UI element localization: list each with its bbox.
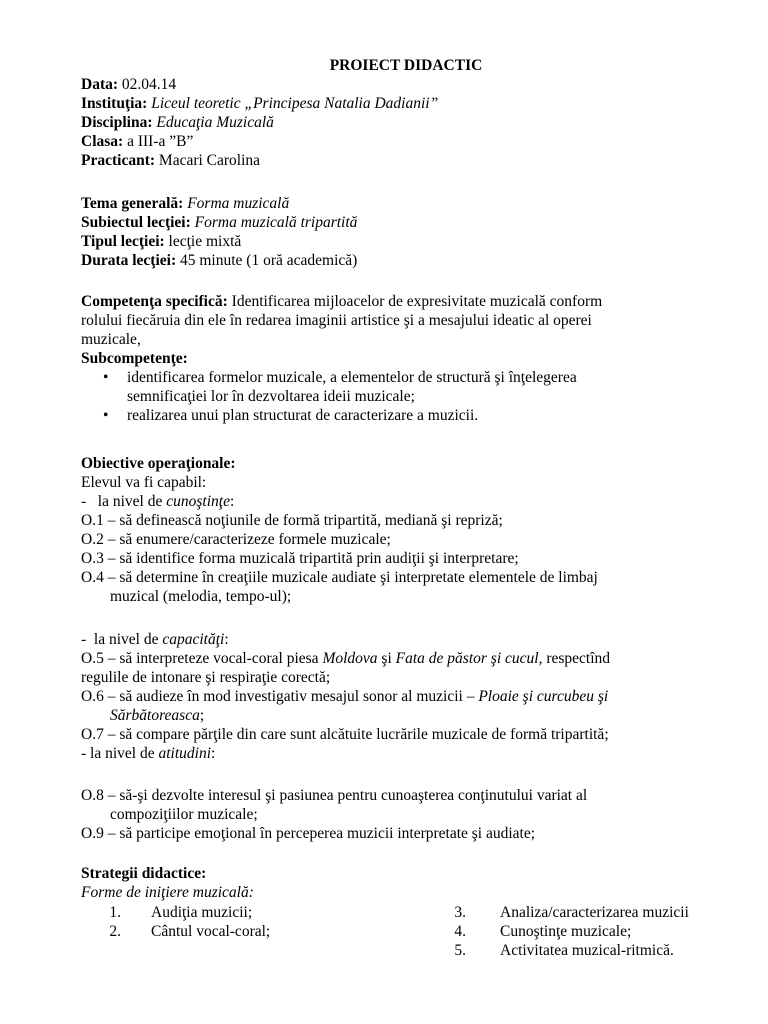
- institution-line: Instituţia: Liceul teoretic „Principesa Natalia Dadianii”: [81, 95, 439, 112]
- subcompetence-item-1: • identificarea formelor muzicale, a elementelor de structură şi înţelegerea: [103, 369, 577, 386]
- competence-line-3: muzicale,: [81, 331, 141, 348]
- header-section: [81, 75, 721, 170]
- subcompetences-heading: Subcompetenţe:: [81, 350, 188, 367]
- attitudes-level-line: - la nivel de atitudini:: [81, 745, 216, 762]
- objective-o4: O.4 – să determine în creaţiile muzicale audiate şi interpretate elementele de limbaj: [81, 569, 598, 586]
- objective-o5: O.5 – să interpreteze vocal-coral piesa Moldova şi Fata de păstor şi cucul, respectînd: [81, 650, 611, 667]
- competence-line-2: rolului fiecăruia din ele în redarea imaginii artistice şi a mesajului ideatic al operei: [81, 312, 592, 329]
- subcompetence-item-2: • realizarea unui plan structurat de caracterizare a muzicii.: [103, 407, 479, 424]
- date-line: Data: 02.04.14: [81, 76, 177, 93]
- document-page: PROIECT DIDACTIC Data: 02.04.14 Instituţia: Liceul teoretic „Principesa Natalia Dadianii” Disciplina: Educaţia Muzicală Clasa: a III-a ”B” Practicant: Macari Carolina Tema generală: Forma muzicală Subiectul lecţiei: Forma muzicală tripartită Tipul lecţiei: lecţie mixtă Durata lecţiei: 45 minute (1 oră academică) Competenţa specifică: Identificarea mijloacelor de expresivitate muzicală conform rolului fiecăruia din ele în redarea imaginii artistice şi a mesajului ideatic al operei muzicale, Subcompetenţe: • identificarea formelor muzicale, a elementelor de structură şi înţelegerea semnificaţiei lor în dezvoltarea ideii muzicale; • realizarea unui plan structurat de caracterizare a muzicii. Obiective operaţionale: Elevul va fi capabil: - la nivel de cunoştinţe: O.1 – să definească noţiunile de formă tripartită, mediană şi repriză; O.2 – să enumere/caracterizeze formele muzicale; O.3 – să identifice forma muzicală tripartită prin audiţii şi interpretare; O.4 – să determine în creaţiile muzicale audiate şi interpretate elementele de limbaj muzical (melodia, tempo-ul); - la nivel de capacităţi: O.5 – să interpreteze vocal-coral piesa Moldova şi Fata de păstor şi cucul, respectînd regulile de intonare şi respiraţie corectă; O.6 – să audieze în mod investigativ mesajul sonor al muzicii – Ploaie şi curcubeu şi Sărbătoreasca; O.7 – să compare părţile din care sunt alcătuite lucrările muzicale de formă tripartită; - la nivel de atitudini: O.8 – să-şi dezvolte interesul şi pasiunea pentru cunoaşterea conţinutului variat al compoziţiilor muzicale; O.9 – să participe emoţional în perceperea muzicii interpretate şi audiate; Strategii didactice: Forme de iniţiere muzicală: 1. Audiţia muzicii; 2. Cântul vocal-coral; 3. Analiza/caracterizarea muzicii 4. Cunoştinţe muzicale; 5. Activitatea muzical-ritmică.: [0, 0, 768, 1024]
- objective-o6: O.6 – să audieze în mod investigativ mesajul sonor al muzicii – Ploaie şi curcubeu şi: [81, 688, 609, 705]
- general-theme-line: Tema generală: Forma muzicală: [81, 195, 290, 212]
- objective-o6-cont: Sărbătoreasca;: [110, 707, 205, 724]
- capacities-level-line: - la nivel de capacităţi:: [81, 631, 229, 648]
- attitudes-section: [81, 786, 721, 843]
- initiation-forms-label: Forme de iniţiere muzicală:: [81, 884, 254, 901]
- lesson-type-line: Tipul lecţiei: lecţie mixtă: [81, 233, 242, 250]
- lesson-subject-line: Subiectul lecţiei: Forma muzicală tripartită: [81, 214, 358, 231]
- objective-o5-cont: regulile de intonare şi respiraţie corectă;: [81, 669, 331, 686]
- lesson-duration-line: Durata lecţiei: 45 minute (1 oră academică): [81, 252, 358, 269]
- bullet-icon: •: [103, 407, 109, 424]
- objective-o8-cont: compoziţiilor muzicale;: [110, 806, 258, 823]
- knowledge-level-line: - la nivel de cunoştinţe:: [81, 493, 235, 510]
- objective-o1: O.1 – să definească noţiunile de formă tripartită, mediană şi repriză;: [81, 512, 503, 529]
- document-title: PROIECT DIDACTIC: [329, 57, 483, 74]
- objectives-section: [81, 454, 721, 606]
- objective-o2: O.2 – să enumere/caracterizeze formele muzicale;: [81, 531, 391, 548]
- discipline-line: Disciplina: Educaţia Muzicală: [81, 114, 274, 131]
- competence-section: [81, 292, 721, 425]
- competence-line-1: Competenţa specifică: Identificarea mijloacelor de expresivitate muzicală conform: [81, 293, 603, 310]
- practitioner-line: Practicant: Macari Carolina: [81, 152, 261, 169]
- class-line: Clasa: a III-a ”B”: [81, 133, 194, 150]
- objective-o4-cont: muzical (melodia, tempo-ul);: [110, 588, 292, 605]
- bullet-icon: •: [103, 369, 109, 386]
- subcompetence-item-1-cont: semnificaţiei lor în dezvoltarea ideii muzicale;: [127, 388, 415, 405]
- objectives-heading: Obiective operaţionale:: [81, 455, 236, 472]
- strategies-section: [81, 864, 721, 902]
- objective-o3: O.3 – să identifice forma muzicală tripartită prin audiţii şi interpretare;: [81, 550, 519, 567]
- objective-o7: O.7 – să compare părţile din care sunt alcătuite lucrările muzicale de formă tripartită;: [81, 726, 609, 743]
- lesson-section: [81, 194, 721, 270]
- strategies-heading: Strategii didactice:: [81, 865, 207, 882]
- objectives-intro: Elevul va fi capabil:: [81, 474, 207, 491]
- objective-o9: O.9 – să participe emoţional în perceperea muzicii interpretate şi audiate;: [81, 825, 536, 842]
- capacities-section: [81, 630, 721, 763]
- objective-o8: O.8 – să-şi dezvolte interesul şi pasiunea pentru cunoaşterea conţinutului variat al: [81, 787, 588, 804]
